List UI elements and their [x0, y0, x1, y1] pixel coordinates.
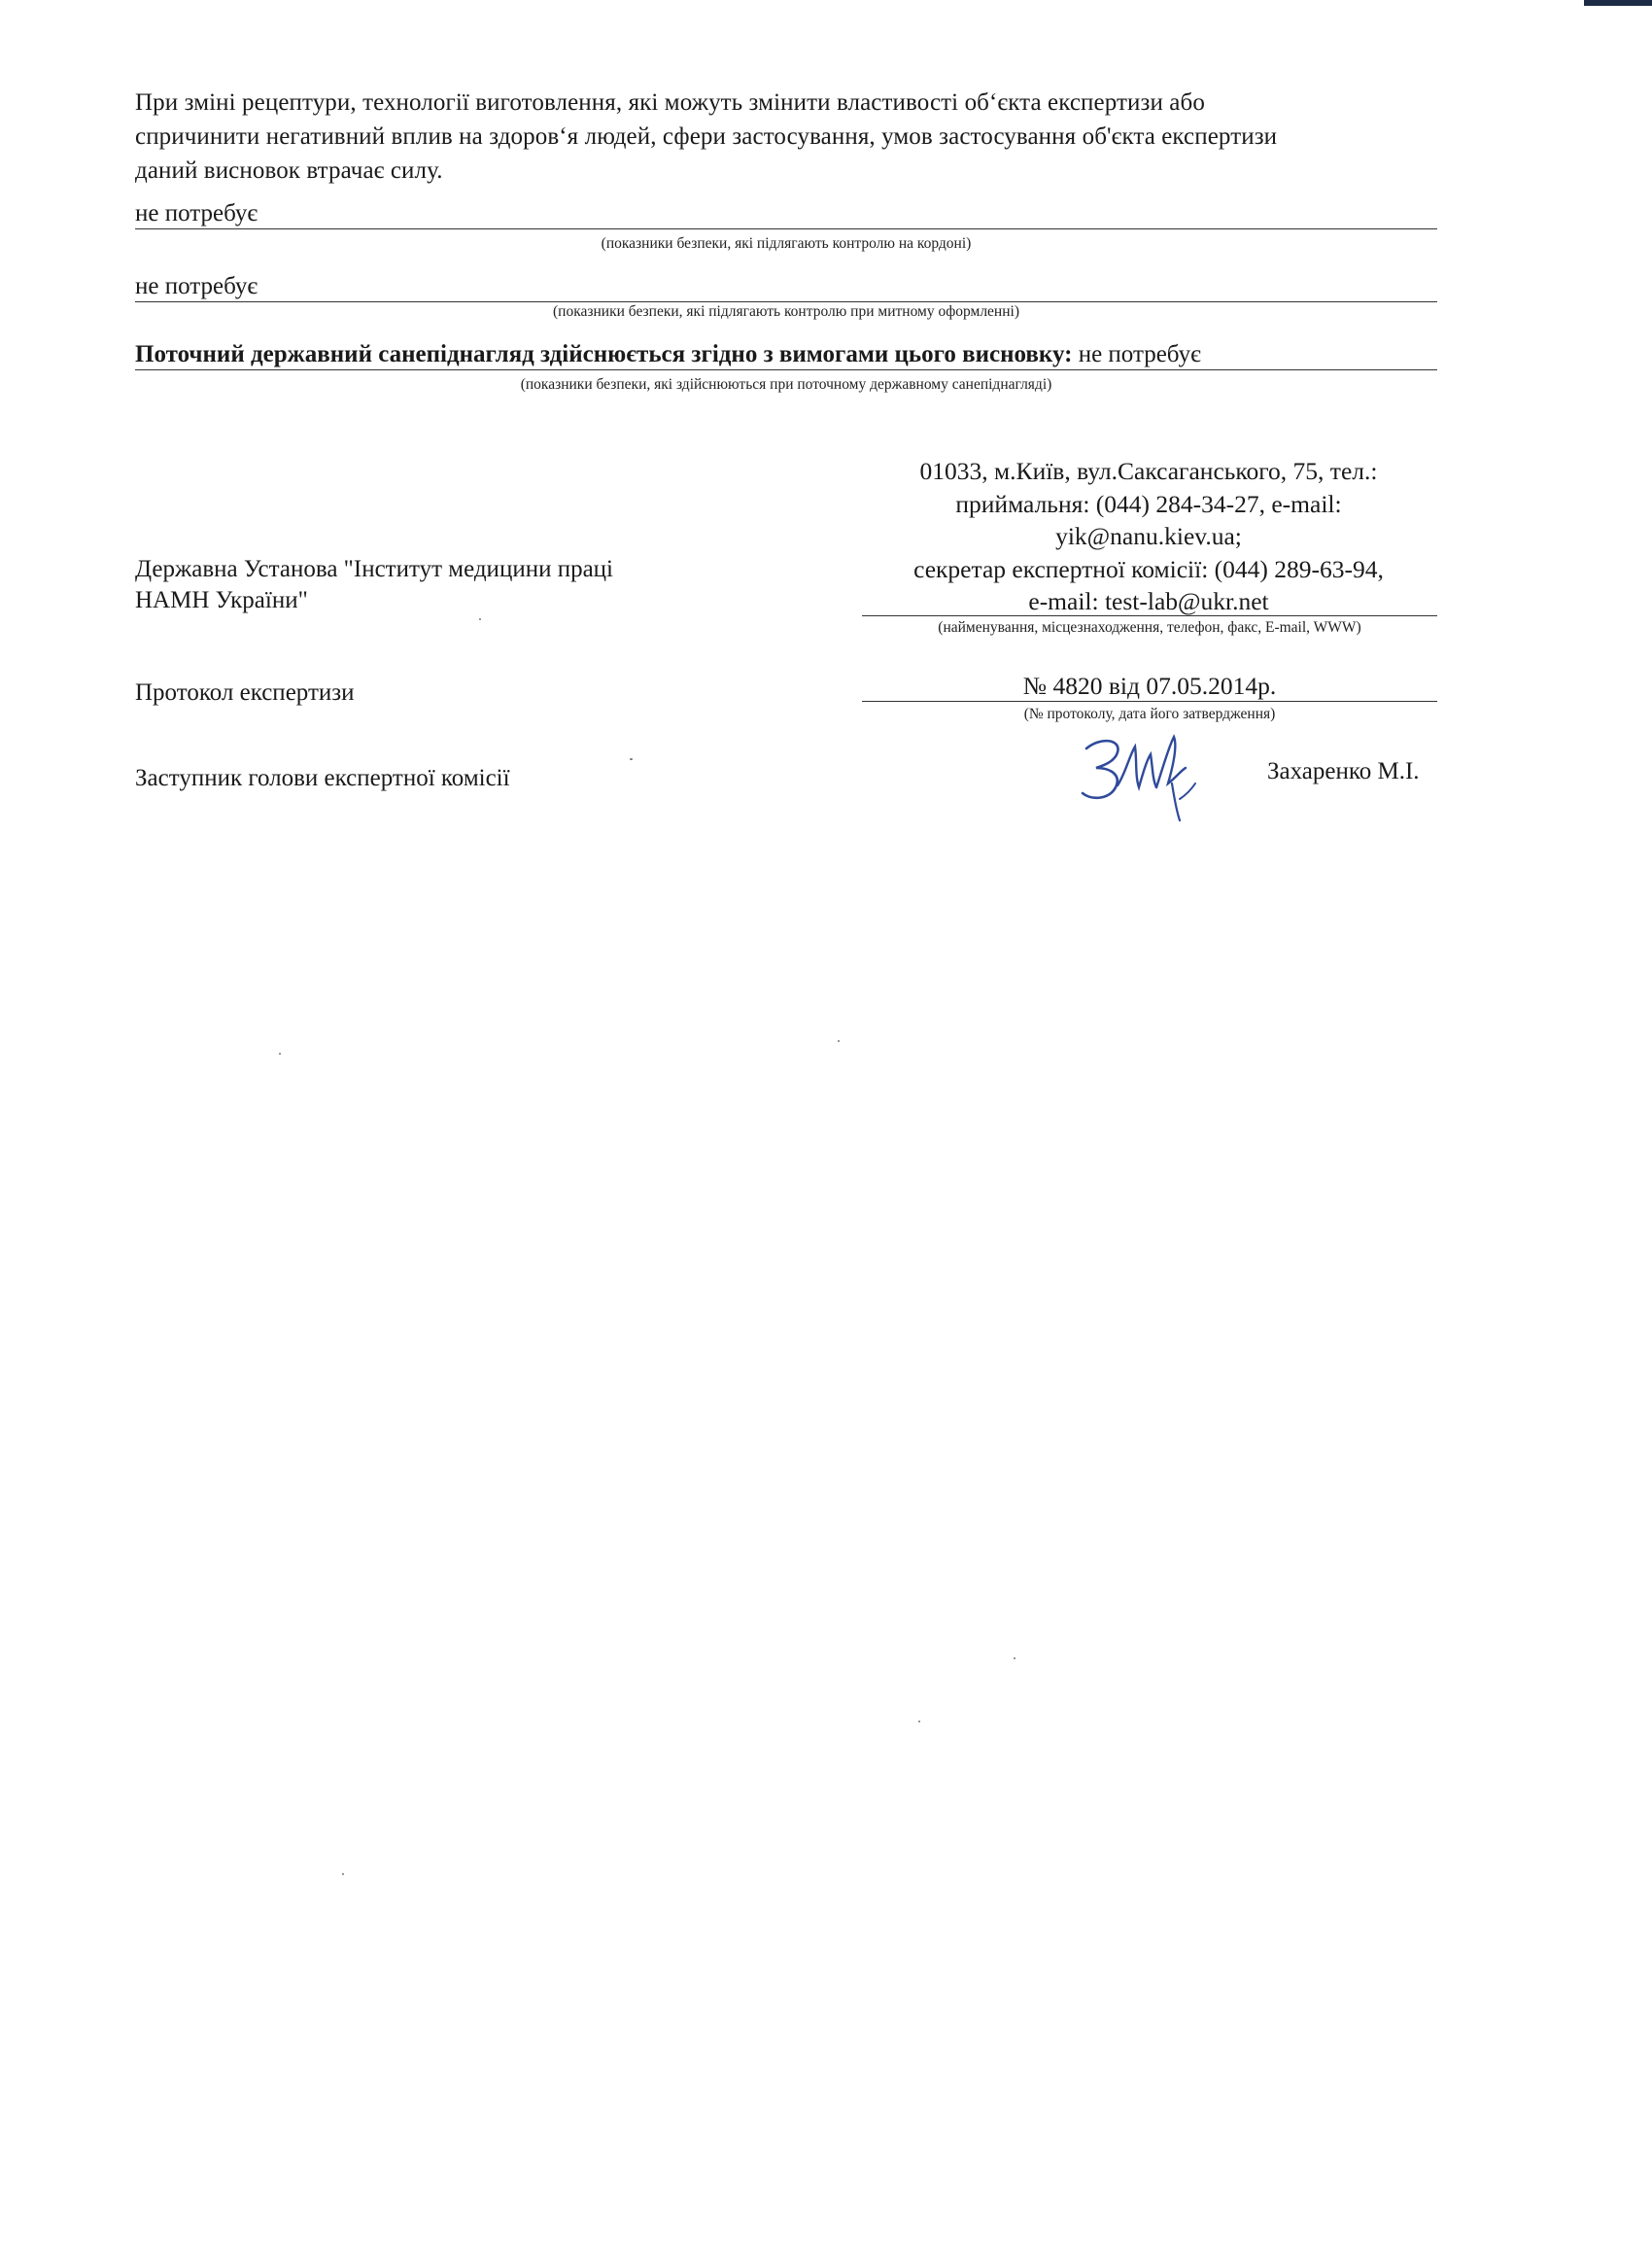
- scan-speck: [342, 1873, 344, 1875]
- border-control-field: [135, 199, 1437, 229]
- address-line-5: e-mail: test-lab@ukr.net: [1028, 587, 1269, 615]
- signatory-name: Захаренко М.І.: [1267, 758, 1420, 784]
- protocol-underline: [862, 701, 1437, 702]
- sanitary-supervision-field: [135, 340, 1437, 370]
- scan-speck: [838, 1040, 840, 1042]
- border-control-caption: (показники безпеки, які підлягають контролю на кордоні): [601, 235, 972, 252]
- customs-control-caption: (показники безпеки, які підлягають контролю при митному оформленні): [553, 303, 1019, 320]
- customs-control-value: не потребує: [135, 273, 258, 299]
- scan-speck: [630, 758, 633, 760]
- paragraph-line-3: даний висновок втрачає силу.: [135, 157, 443, 184]
- address-line-4: секретар експертної комісії: (044) 289-63-94,: [913, 554, 1384, 583]
- institution-name-line-2: НАМН України": [135, 587, 308, 613]
- paragraph-line-1: При зміні рецептури, технології виготовлення, які можуть змінити властивості об‘єкта експертизи або: [135, 89, 1205, 116]
- sanitary-supervision-label: Поточний державний санепіднагляд здійснюється згідно з вимогами цього висновку:: [135, 341, 1073, 367]
- paragraph-line-2: спричинити негативний вплив на здоров‘я людей, сфери застосування, умов застосування об'єкта експертизи: [135, 123, 1278, 150]
- customs-control-field: [135, 272, 1437, 302]
- scan-speck: [918, 1721, 920, 1722]
- sanitary-supervision-value: не потребує: [1072, 341, 1201, 367]
- address-line-1: 01033, м.Київ, вул.Саксаганського, 75, тел.:: [919, 457, 1378, 485]
- address-underline: [862, 615, 1437, 616]
- handwritten-signature: [1079, 731, 1205, 828]
- protocol-number: № 4820 від 07.05.2014р.: [1022, 672, 1277, 700]
- institution-name-line-1: Державна Установа "Інститут медицини праці: [135, 556, 614, 582]
- sanitary-supervision-caption: (показники безпеки, які здійснюються при поточному державному санепіднагляді): [520, 376, 1052, 393]
- institution-address: [862, 455, 1435, 618]
- border-control-value: не потребує: [135, 200, 258, 226]
- address-line-3: yik@nanu.kiev.ua;: [1055, 522, 1242, 550]
- protocol-label: Протокол експертизи: [135, 679, 355, 706]
- scan-speck: [279, 1053, 281, 1055]
- validity-paragraph: [135, 86, 1437, 188]
- signatory-position: Заступник голови експертної комісії: [135, 765, 510, 791]
- scan-speck: [479, 618, 481, 620]
- institution-name: [135, 554, 613, 616]
- address-line-2: приймальня: (044) 284-34-27, e-mail:: [955, 489, 1342, 518]
- scan-speck: [1014, 1657, 1015, 1659]
- protocol-caption: (№ протоколу, дата його затвердження): [1023, 706, 1276, 722]
- scan-corner-mark: [1584, 0, 1652, 6]
- address-caption: (найменування, місцезнаходження, телефон, факс, E-mail, WWW): [938, 619, 1361, 636]
